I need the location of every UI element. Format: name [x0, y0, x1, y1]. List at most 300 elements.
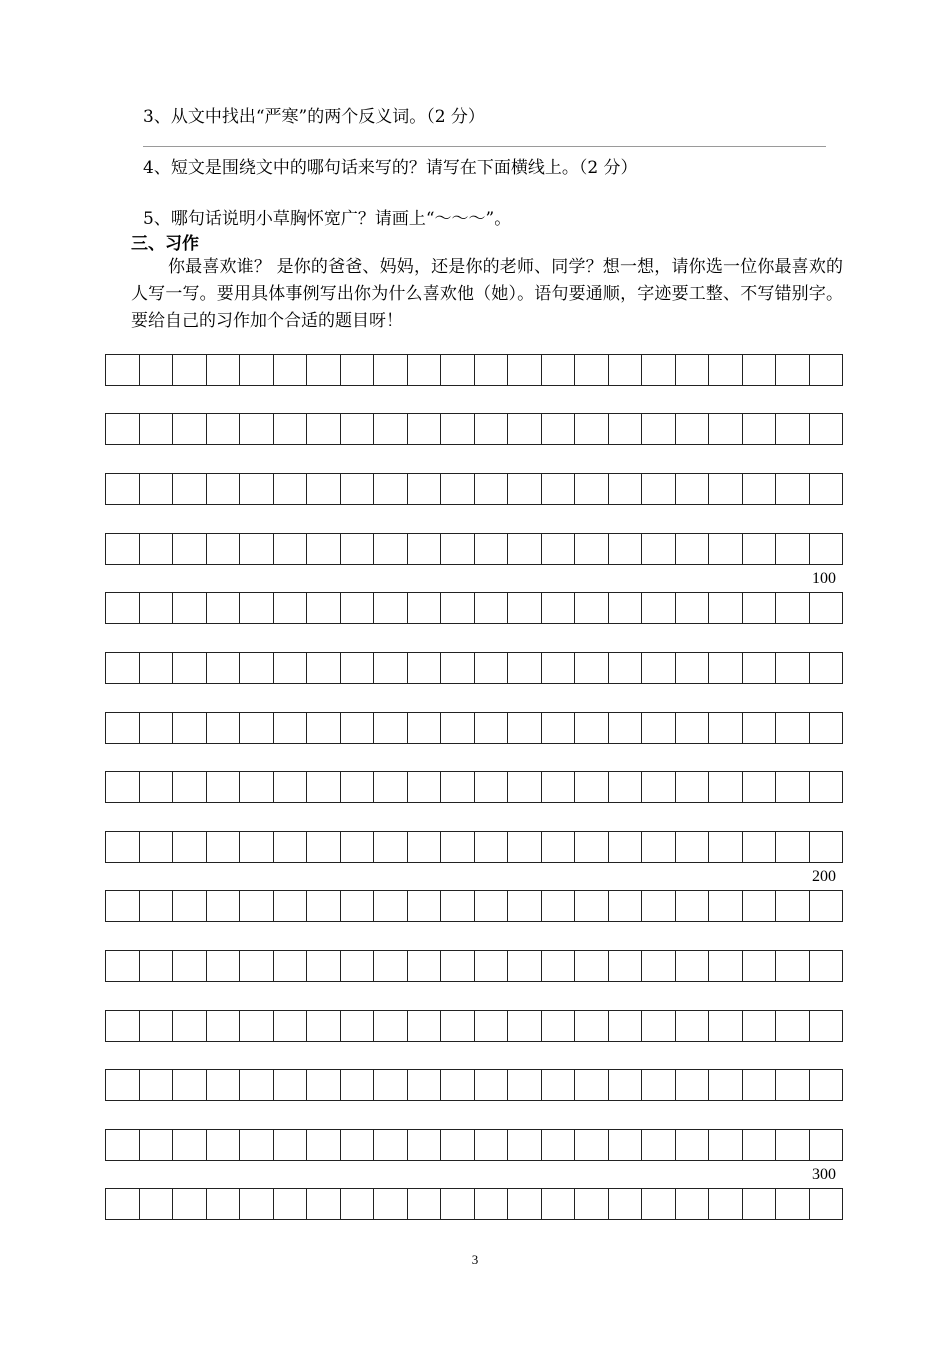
grid-cell[interactable]	[676, 891, 710, 921]
grid-cell[interactable]	[810, 1130, 843, 1160]
grid-cell[interactable]	[274, 653, 308, 683]
grid-cell[interactable]	[307, 593, 341, 623]
grid-cell[interactable]	[408, 951, 442, 981]
grid-cell[interactable]	[374, 1070, 408, 1100]
grid-cell[interactable]	[341, 1070, 375, 1100]
grid-cell[interactable]	[709, 653, 743, 683]
grid-cell[interactable]	[743, 951, 777, 981]
grid-cell[interactable]	[140, 951, 174, 981]
grid-cell[interactable]	[542, 355, 576, 385]
grid-cell[interactable]	[374, 653, 408, 683]
grid-cell[interactable]	[341, 653, 375, 683]
grid-cell[interactable]	[743, 414, 777, 444]
grid-cell[interactable]	[810, 593, 843, 623]
grid-cell[interactable]	[408, 414, 442, 444]
grid-cell[interactable]	[307, 713, 341, 743]
grid-cell[interactable]	[743, 1130, 777, 1160]
grid-cell[interactable]	[240, 355, 274, 385]
grid-cell[interactable]	[508, 891, 542, 921]
grid-cell[interactable]	[743, 832, 777, 862]
grid-cell[interactable]	[609, 653, 643, 683]
grid-cell[interactable]	[475, 1189, 509, 1219]
grid-cell[interactable]	[441, 534, 475, 564]
grid-cell[interactable]	[441, 772, 475, 802]
grid-cell[interactable]	[609, 832, 643, 862]
grid-cell[interactable]	[106, 891, 140, 921]
grid-cell[interactable]	[274, 355, 308, 385]
grid-cell[interactable]	[475, 1011, 509, 1041]
grid-cell[interactable]	[475, 832, 509, 862]
grid-cell[interactable]	[140, 1011, 174, 1041]
grid-cell[interactable]	[341, 1189, 375, 1219]
grid-cell[interactable]	[307, 534, 341, 564]
grid-cell[interactable]	[307, 653, 341, 683]
grid-cell[interactable]	[173, 1070, 207, 1100]
grid-cell[interactable]	[307, 951, 341, 981]
grid-cell[interactable]	[709, 474, 743, 504]
grid-cell[interactable]	[508, 355, 542, 385]
grid-cell[interactable]	[575, 832, 609, 862]
grid-cell[interactable]	[676, 1130, 710, 1160]
grid-cell[interactable]	[307, 355, 341, 385]
grid-cell[interactable]	[173, 951, 207, 981]
grid-cell[interactable]	[207, 414, 241, 444]
grid-cell[interactable]	[542, 1189, 576, 1219]
grid-cell[interactable]	[441, 414, 475, 444]
grid-cell[interactable]	[575, 1070, 609, 1100]
grid-cell[interactable]	[676, 832, 710, 862]
grid-cell[interactable]	[642, 474, 676, 504]
grid-cell[interactable]	[341, 713, 375, 743]
grid-cell[interactable]	[642, 1130, 676, 1160]
grid-cell[interactable]	[408, 593, 442, 623]
grid-cell[interactable]	[140, 832, 174, 862]
grid-cell[interactable]	[575, 1189, 609, 1219]
grid-cell[interactable]	[408, 1189, 442, 1219]
grid-cell[interactable]	[709, 832, 743, 862]
grid-cell[interactable]	[575, 474, 609, 504]
grid-cell[interactable]	[441, 474, 475, 504]
grid-cell[interactable]	[810, 474, 843, 504]
grid-cell[interactable]	[609, 474, 643, 504]
grid-cell[interactable]	[709, 1070, 743, 1100]
grid-cell[interactable]	[609, 355, 643, 385]
grid-cell[interactable]	[341, 1011, 375, 1041]
grid-cell[interactable]	[240, 772, 274, 802]
grid-cell[interactable]	[575, 653, 609, 683]
grid-cell[interactable]	[609, 1130, 643, 1160]
grid-cell[interactable]	[173, 653, 207, 683]
grid-cell[interactable]	[441, 355, 475, 385]
grid-cell[interactable]	[173, 534, 207, 564]
grid-cell[interactable]	[106, 474, 140, 504]
grid-cell[interactable]	[776, 772, 810, 802]
grid-cell[interactable]	[408, 713, 442, 743]
grid-cell[interactable]	[475, 713, 509, 743]
grid-cell[interactable]	[207, 1189, 241, 1219]
grid-cell[interactable]	[575, 534, 609, 564]
grid-cell[interactable]	[743, 355, 777, 385]
grid-cell[interactable]	[776, 891, 810, 921]
grid-cell[interactable]	[508, 951, 542, 981]
grid-cell[interactable]	[743, 1070, 777, 1100]
grid-cell[interactable]	[642, 1189, 676, 1219]
grid-cell[interactable]	[374, 414, 408, 444]
grid-cell[interactable]	[408, 653, 442, 683]
grid-cell[interactable]	[106, 713, 140, 743]
grid-cell[interactable]	[508, 832, 542, 862]
grid-cell[interactable]	[743, 474, 777, 504]
grid-cell[interactable]	[508, 1189, 542, 1219]
grid-cell[interactable]	[207, 593, 241, 623]
grid-cell[interactable]	[475, 593, 509, 623]
grid-cell[interactable]	[475, 534, 509, 564]
grid-cell[interactable]	[676, 474, 710, 504]
grid-cell[interactable]	[609, 534, 643, 564]
grid-cell[interactable]	[776, 355, 810, 385]
grid-cell[interactable]	[274, 593, 308, 623]
grid-cell[interactable]	[341, 951, 375, 981]
grid-cell[interactable]	[441, 1189, 475, 1219]
grid-cell[interactable]	[676, 414, 710, 444]
grid-cell[interactable]	[810, 772, 843, 802]
grid-cell[interactable]	[274, 1130, 308, 1160]
grid-cell[interactable]	[609, 1011, 643, 1041]
grid-cell[interactable]	[676, 534, 710, 564]
grid-cell[interactable]	[743, 713, 777, 743]
grid-cell[interactable]	[810, 832, 843, 862]
grid-cell[interactable]	[542, 951, 576, 981]
grid-cell[interactable]	[173, 593, 207, 623]
grid-cell[interactable]	[642, 593, 676, 623]
grid-cell[interactable]	[173, 891, 207, 921]
grid-cell[interactable]	[709, 1011, 743, 1041]
grid-cell[interactable]	[475, 414, 509, 444]
grid-cell[interactable]	[709, 951, 743, 981]
grid-cell[interactable]	[575, 1130, 609, 1160]
grid-cell[interactable]	[441, 1070, 475, 1100]
grid-cell[interactable]	[575, 713, 609, 743]
grid-cell[interactable]	[307, 414, 341, 444]
grid-cell[interactable]	[810, 355, 843, 385]
grid-cell[interactable]	[106, 414, 140, 444]
grid-cell[interactable]	[542, 891, 576, 921]
grid-cell[interactable]	[307, 1130, 341, 1160]
grid-cell[interactable]	[642, 653, 676, 683]
grid-cell[interactable]	[810, 1070, 843, 1100]
grid-cell[interactable]	[542, 1130, 576, 1160]
grid-cell[interactable]	[542, 653, 576, 683]
grid-cell[interactable]	[810, 951, 843, 981]
grid-cell[interactable]	[106, 1189, 140, 1219]
grid-cell[interactable]	[642, 1011, 676, 1041]
grid-cell[interactable]	[810, 1189, 843, 1219]
grid-cell[interactable]	[140, 891, 174, 921]
grid-cell[interactable]	[776, 474, 810, 504]
grid-cell[interactable]	[173, 713, 207, 743]
grid-cell[interactable]	[810, 891, 843, 921]
grid-cell[interactable]	[307, 772, 341, 802]
grid-cell[interactable]	[642, 832, 676, 862]
grid-cell[interactable]	[609, 414, 643, 444]
grid-cell[interactable]	[173, 1130, 207, 1160]
grid-cell[interactable]	[642, 414, 676, 444]
grid-cell[interactable]	[173, 772, 207, 802]
grid-cell[interactable]	[776, 1130, 810, 1160]
grid-cell[interactable]	[274, 891, 308, 921]
grid-cell[interactable]	[374, 951, 408, 981]
grid-cell[interactable]	[106, 832, 140, 862]
grid-cell[interactable]	[575, 772, 609, 802]
grid-cell[interactable]	[642, 772, 676, 802]
grid-cell[interactable]	[374, 474, 408, 504]
grid-cell[interactable]	[508, 1070, 542, 1100]
grid-cell[interactable]	[140, 1189, 174, 1219]
grid-cell[interactable]	[776, 951, 810, 981]
grid-cell[interactable]	[776, 832, 810, 862]
grid-cell[interactable]	[408, 534, 442, 564]
grid-cell[interactable]	[374, 832, 408, 862]
grid-cell[interactable]	[475, 653, 509, 683]
grid-cell[interactable]	[374, 355, 408, 385]
grid-cell[interactable]	[542, 832, 576, 862]
grid-cell[interactable]	[307, 474, 341, 504]
grid-cell[interactable]	[173, 1189, 207, 1219]
grid-cell[interactable]	[207, 653, 241, 683]
grid-cell[interactable]	[274, 772, 308, 802]
grid-cell[interactable]	[709, 593, 743, 623]
grid-cell[interactable]	[106, 772, 140, 802]
grid-cell[interactable]	[642, 534, 676, 564]
grid-cell[interactable]	[709, 1130, 743, 1160]
grid-cell[interactable]	[240, 832, 274, 862]
grid-cell[interactable]	[508, 1130, 542, 1160]
grid-cell[interactable]	[240, 1189, 274, 1219]
grid-cell[interactable]	[776, 1189, 810, 1219]
grid-cell[interactable]	[274, 713, 308, 743]
grid-cell[interactable]	[341, 355, 375, 385]
grid-cell[interactable]	[441, 593, 475, 623]
grid-cell[interactable]	[642, 891, 676, 921]
grid-cell[interactable]	[274, 951, 308, 981]
grid-cell[interactable]	[475, 1130, 509, 1160]
grid-cell[interactable]	[743, 891, 777, 921]
grid-cell[interactable]	[408, 891, 442, 921]
grid-cell[interactable]	[307, 832, 341, 862]
grid-cell[interactable]	[106, 951, 140, 981]
grid-cell[interactable]	[140, 593, 174, 623]
grid-cell[interactable]	[408, 1011, 442, 1041]
grid-cell[interactable]	[341, 414, 375, 444]
grid-cell[interactable]	[609, 891, 643, 921]
grid-cell[interactable]	[575, 414, 609, 444]
grid-cell[interactable]	[207, 891, 241, 921]
grid-cell[interactable]	[743, 653, 777, 683]
grid-cell[interactable]	[106, 534, 140, 564]
grid-cell[interactable]	[575, 593, 609, 623]
grid-cell[interactable]	[307, 1011, 341, 1041]
grid-cell[interactable]	[508, 653, 542, 683]
grid-cell[interactable]	[173, 1011, 207, 1041]
grid-cell[interactable]	[173, 832, 207, 862]
grid-cell[interactable]	[441, 1011, 475, 1041]
grid-cell[interactable]	[408, 772, 442, 802]
grid-cell[interactable]	[240, 593, 274, 623]
grid-cell[interactable]	[542, 474, 576, 504]
grid-cell[interactable]	[374, 593, 408, 623]
grid-cell[interactable]	[374, 1130, 408, 1160]
grid-cell[interactable]	[475, 474, 509, 504]
grid-cell[interactable]	[542, 713, 576, 743]
grid-cell[interactable]	[307, 1189, 341, 1219]
grid-cell[interactable]	[140, 414, 174, 444]
grid-cell[interactable]	[441, 832, 475, 862]
grid-cell[interactable]	[642, 355, 676, 385]
grid-cell[interactable]	[676, 951, 710, 981]
grid-cell[interactable]	[542, 772, 576, 802]
grid-cell[interactable]	[776, 713, 810, 743]
grid-cell[interactable]	[709, 1189, 743, 1219]
grid-cell[interactable]	[642, 713, 676, 743]
grid-cell[interactable]	[274, 534, 308, 564]
grid-cell[interactable]	[408, 832, 442, 862]
grid-cell[interactable]	[709, 772, 743, 802]
grid-cell[interactable]	[709, 414, 743, 444]
grid-cell[interactable]	[709, 713, 743, 743]
grid-cell[interactable]	[676, 593, 710, 623]
grid-cell[interactable]	[240, 474, 274, 504]
grid-cell[interactable]	[207, 355, 241, 385]
grid-cell[interactable]	[140, 653, 174, 683]
grid-cell[interactable]	[207, 951, 241, 981]
grid-cell[interactable]	[609, 1070, 643, 1100]
grid-cell[interactable]	[408, 474, 442, 504]
grid-cell[interactable]	[508, 1011, 542, 1041]
grid-cell[interactable]	[743, 534, 777, 564]
grid-cell[interactable]	[106, 1130, 140, 1160]
grid-cell[interactable]	[173, 474, 207, 504]
grid-cell[interactable]	[776, 653, 810, 683]
grid-cell[interactable]	[810, 653, 843, 683]
grid-cell[interactable]	[709, 355, 743, 385]
grid-cell[interactable]	[676, 653, 710, 683]
grid-cell[interactable]	[810, 713, 843, 743]
grid-cell[interactable]	[810, 1011, 843, 1041]
grid-cell[interactable]	[609, 593, 643, 623]
grid-cell[interactable]	[676, 772, 710, 802]
grid-cell[interactable]	[575, 951, 609, 981]
grid-cell[interactable]	[676, 1189, 710, 1219]
grid-cell[interactable]	[441, 653, 475, 683]
grid-cell[interactable]	[207, 474, 241, 504]
grid-cell[interactable]	[106, 653, 140, 683]
grid-cell[interactable]	[106, 1070, 140, 1100]
grid-cell[interactable]	[274, 832, 308, 862]
grid-cell[interactable]	[374, 1189, 408, 1219]
grid-cell[interactable]	[173, 414, 207, 444]
grid-cell[interactable]	[207, 772, 241, 802]
grid-cell[interactable]	[240, 1070, 274, 1100]
grid-cell[interactable]	[542, 414, 576, 444]
grid-cell[interactable]	[676, 355, 710, 385]
grid-cell[interactable]	[776, 1070, 810, 1100]
grid-cell[interactable]	[776, 414, 810, 444]
grid-cell[interactable]	[374, 891, 408, 921]
grid-cell[interactable]	[341, 1130, 375, 1160]
grid-cell[interactable]	[106, 1011, 140, 1041]
grid-cell[interactable]	[508, 772, 542, 802]
grid-cell[interactable]	[274, 1011, 308, 1041]
grid-cell[interactable]	[140, 534, 174, 564]
grid-cell[interactable]	[374, 534, 408, 564]
grid-cell[interactable]	[274, 1070, 308, 1100]
grid-cell[interactable]	[642, 951, 676, 981]
grid-cell[interactable]	[508, 414, 542, 444]
grid-cell[interactable]	[709, 891, 743, 921]
grid-cell[interactable]	[542, 593, 576, 623]
grid-cell[interactable]	[609, 1189, 643, 1219]
grid-cell[interactable]	[173, 355, 207, 385]
grid-cell[interactable]	[676, 1070, 710, 1100]
grid-cell[interactable]	[140, 355, 174, 385]
grid-cell[interactable]	[508, 593, 542, 623]
grid-cell[interactable]	[776, 593, 810, 623]
grid-cell[interactable]	[408, 355, 442, 385]
grid-cell[interactable]	[508, 534, 542, 564]
grid-cell[interactable]	[274, 1189, 308, 1219]
grid-cell[interactable]	[810, 414, 843, 444]
grid-cell[interactable]	[207, 1011, 241, 1041]
grid-cell[interactable]	[240, 653, 274, 683]
grid-cell[interactable]	[441, 713, 475, 743]
grid-cell[interactable]	[240, 951, 274, 981]
grid-cell[interactable]	[341, 772, 375, 802]
grid-cell[interactable]	[475, 891, 509, 921]
grid-cell[interactable]	[475, 355, 509, 385]
grid-cell[interactable]	[106, 593, 140, 623]
grid-cell[interactable]	[140, 1070, 174, 1100]
grid-cell[interactable]	[374, 713, 408, 743]
grid-cell[interactable]	[207, 713, 241, 743]
grid-cell[interactable]	[207, 832, 241, 862]
grid-cell[interactable]	[542, 1011, 576, 1041]
grid-cell[interactable]	[441, 891, 475, 921]
grid-cell[interactable]	[240, 534, 274, 564]
grid-cell[interactable]	[508, 713, 542, 743]
grid-cell[interactable]	[575, 1011, 609, 1041]
grid-cell[interactable]	[743, 1011, 777, 1041]
grid-cell[interactable]	[341, 534, 375, 564]
grid-cell[interactable]	[341, 832, 375, 862]
grid-cell[interactable]	[743, 593, 777, 623]
grid-cell[interactable]	[240, 713, 274, 743]
grid-cell[interactable]	[140, 713, 174, 743]
grid-cell[interactable]	[743, 772, 777, 802]
grid-cell[interactable]	[240, 414, 274, 444]
grid-cell[interactable]	[408, 1070, 442, 1100]
grid-cell[interactable]	[575, 891, 609, 921]
grid-cell[interactable]	[341, 891, 375, 921]
grid-cell[interactable]	[106, 355, 140, 385]
grid-cell[interactable]	[575, 355, 609, 385]
grid-cell[interactable]	[810, 534, 843, 564]
grid-cell[interactable]	[274, 414, 308, 444]
grid-cell[interactable]	[408, 1130, 442, 1160]
grid-cell[interactable]	[341, 474, 375, 504]
grid-cell[interactable]	[642, 1070, 676, 1100]
grid-cell[interactable]	[274, 474, 308, 504]
grid-cell[interactable]	[207, 1130, 241, 1160]
